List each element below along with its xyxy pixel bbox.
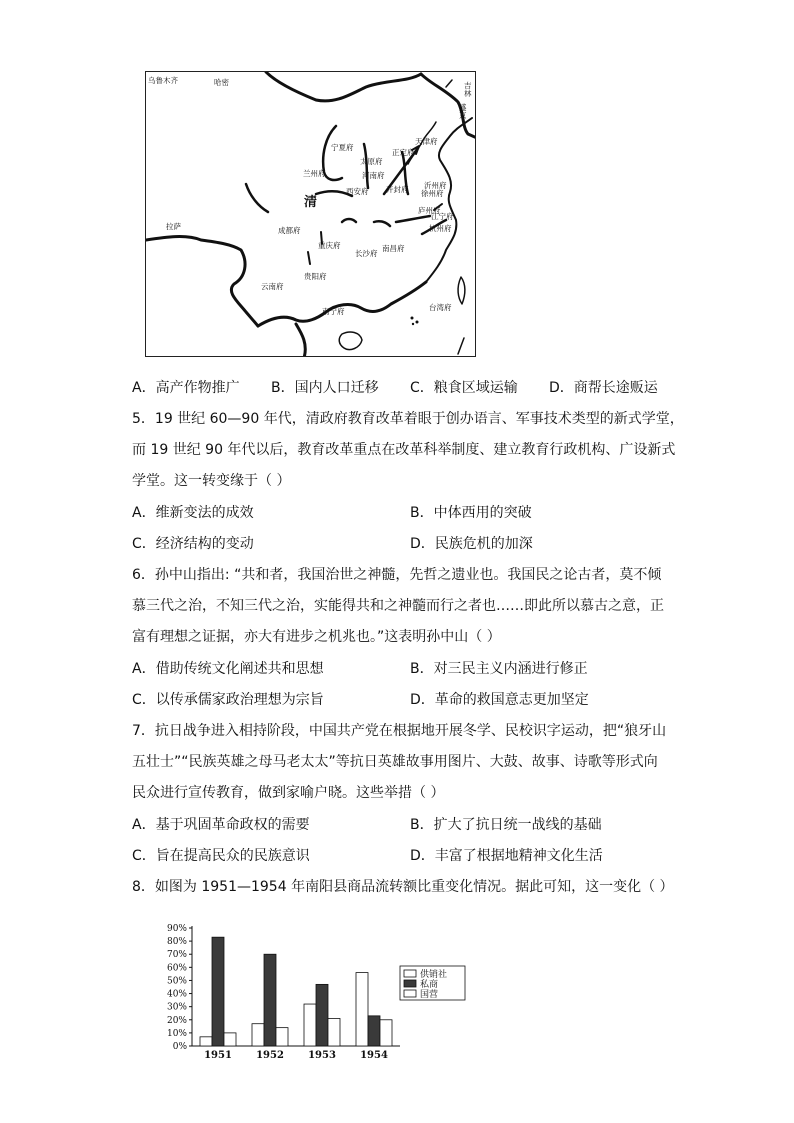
q5-option-b[interactable]: B．中体西用的突破	[410, 505, 532, 521]
q4-option-d[interactable]: D．商帮长途贩运	[549, 380, 658, 396]
q5-option-a[interactable]: A．维新变法的成效	[132, 505, 254, 521]
y-tick-label: 30%	[166, 1002, 187, 1013]
y-tick-label: 20%	[166, 1015, 187, 1026]
map-label-hangzhou: 杭州府	[429, 224, 452, 233]
q6-option-d[interactable]: D．革命的救国意志更加坚定	[410, 692, 589, 708]
map-label-chengdu: 成都府	[278, 226, 301, 235]
q7-stem-line2: 五壮士”“民族英雄之母马老太太”等抗日英雄故事用图片、大鼓、故事、诗歌等形式向	[132, 754, 658, 770]
map-label-lanzhou: 兰州府	[303, 169, 326, 178]
q5-stem-line3: 学堂。这一转变缘于（ ）	[132, 473, 291, 489]
q6-stem-line2: 慕三代之治，不知三代之治，实能得共和之神髓而行之者也……即此所以慕古之意，正	[132, 598, 664, 614]
bar-1954-私商	[368, 1016, 380, 1046]
q4-option-b[interactable]: B．国内人口迁移	[271, 380, 379, 396]
map-label-yunnan: 云南府	[261, 282, 284, 291]
bar-1952-供销社	[252, 1024, 264, 1046]
y-tick-label: 70%	[166, 950, 187, 961]
q7-option-c[interactable]: C．旨在提高民众的民族意识	[132, 848, 310, 864]
map-label-henan: 河南府	[362, 171, 385, 180]
bar-1951-供销社	[200, 1037, 212, 1046]
x-tick-label: 1951	[204, 1050, 232, 1061]
legend-swatch	[404, 970, 416, 977]
bar-1952-国营	[276, 1028, 288, 1046]
map-label-nanchang: 南昌府	[382, 244, 405, 253]
bar-1954-供销社	[356, 973, 368, 1046]
map-label-shengjing: 盛京	[459, 103, 467, 120]
q7-option-b[interactable]: B．扩大了抗日统一战线的基础	[410, 817, 602, 833]
map-label-hami: 哈密	[214, 78, 229, 87]
q5-option-d[interactable]: D．民族危机的加深	[410, 536, 533, 552]
qing-dynasty-map	[145, 71, 476, 357]
map-label-xuzhou: 徐州府	[421, 189, 444, 198]
y-tick-label: 50%	[166, 976, 187, 987]
map-label-jilin: 吉林	[464, 81, 472, 98]
q5-option-c[interactable]: C．经济结构的变动	[132, 536, 254, 552]
q6-option-a[interactable]: A．借助传统文化阐述共和思想	[132, 661, 324, 677]
q4-option-a[interactable]: A．高产作物推广	[132, 380, 240, 396]
map-label-ningxia: 宁夏府	[331, 143, 354, 152]
y-tick-label: 90%	[166, 924, 187, 934]
q4-option-c[interactable]: C．粮食区域运输	[410, 380, 518, 396]
y-tick-label: 10%	[166, 1028, 187, 1039]
map-label-chongqing: 重庆府	[318, 241, 341, 250]
legend-swatch	[404, 990, 416, 997]
x-tick-label: 1953	[308, 1050, 336, 1061]
q6-stem-line3: 富有理想之证据，亦大有进步之机兆也。”这表明孙中山（ ）	[132, 629, 501, 645]
map-label-taiyuan: 太原府	[360, 157, 383, 166]
bar-1954-国营	[380, 1020, 392, 1046]
q7-stem-line1: 7．抗日战争进入相持阶段，中国共产党在根据地开展冬学、民校识字运动，把“狼牙山	[132, 723, 667, 739]
y-tick-label: 60%	[166, 963, 187, 974]
x-tick-label: 1952	[256, 1050, 284, 1061]
map-label-changsha: 长沙府	[355, 249, 378, 258]
legend-swatch	[404, 980, 416, 987]
x-tick-label: 1954	[360, 1050, 388, 1061]
y-tick-label: 0%	[172, 1042, 187, 1052]
q6-option-b[interactable]: B．对三民主义内涵进行修正	[410, 661, 588, 677]
q6-stem-line1: 6．孙中山指出: “共和者，我国治世之神髓，先哲之遗业也。我国民之论古者，莫不倾	[132, 567, 662, 583]
bar-1953-供销社	[304, 1004, 316, 1046]
map-label-jiangning: 江宁府	[431, 212, 454, 221]
bar-1953-私商	[316, 984, 328, 1046]
q7-stem-line3: 民众进行宣传教育，做到家喻户晓。这些举措（ ）	[132, 785, 445, 801]
y-tick-label: 80%	[166, 937, 187, 948]
q5-stem-line1: 5．19 世纪 60—90 年代，清政府教育改革着眼于创办语言、军事技术类型的新式学堂，	[132, 411, 684, 427]
q8-stem-line1: 8．如图为 1951—1954 年南阳县商品流转额比重变化情况。据此可知，这一变化（ ）	[132, 879, 674, 895]
map-label-lasa: 拉萨	[166, 222, 181, 231]
bar-1951-私商	[212, 937, 224, 1046]
bar-chart-svg	[150, 918, 470, 1068]
legend-label: 供销社	[420, 970, 448, 980]
legend-label: 国营	[420, 990, 439, 1000]
map-label-yizhou: 沂州府	[424, 181, 447, 190]
bar-1951-国营	[224, 1033, 236, 1046]
bar-chart	[150, 918, 470, 1068]
bar-1952-私商	[264, 954, 276, 1046]
map-label-xian: 西安府	[346, 187, 369, 196]
map-label-qing: 清	[304, 195, 318, 210]
q6-option-c[interactable]: C．以传承儒家政治理想为宗旨	[132, 692, 324, 708]
q5-stem-line2: 而 19 世纪 90 年代以后，教育改革重点在改革科举制度、建立教育行政机构、广设新式	[132, 442, 676, 458]
map-label-tianjin: 天津府	[415, 137, 438, 146]
map-label-luzhou: 庐州府	[418, 206, 441, 215]
map-label-guiyang: 贵阳府	[304, 272, 327, 281]
legend-label: 私商	[420, 980, 439, 990]
map-label-kaifeng: 开封府	[386, 185, 409, 194]
map-label-nanning: 南宁府	[322, 307, 345, 316]
q7-option-a[interactable]: A．基于巩固革命政权的需要	[132, 817, 310, 833]
map-label-zhengding: 正定府	[392, 148, 415, 157]
map-label-taiwan: 台湾府	[429, 303, 452, 312]
q7-option-d[interactable]: D．丰富了根据地精神文化生活	[410, 848, 603, 864]
y-tick-label: 40%	[166, 989, 187, 1000]
map-label-urumqi: 乌鲁木齐	[148, 76, 178, 85]
bar-1953-国营	[328, 1018, 340, 1046]
